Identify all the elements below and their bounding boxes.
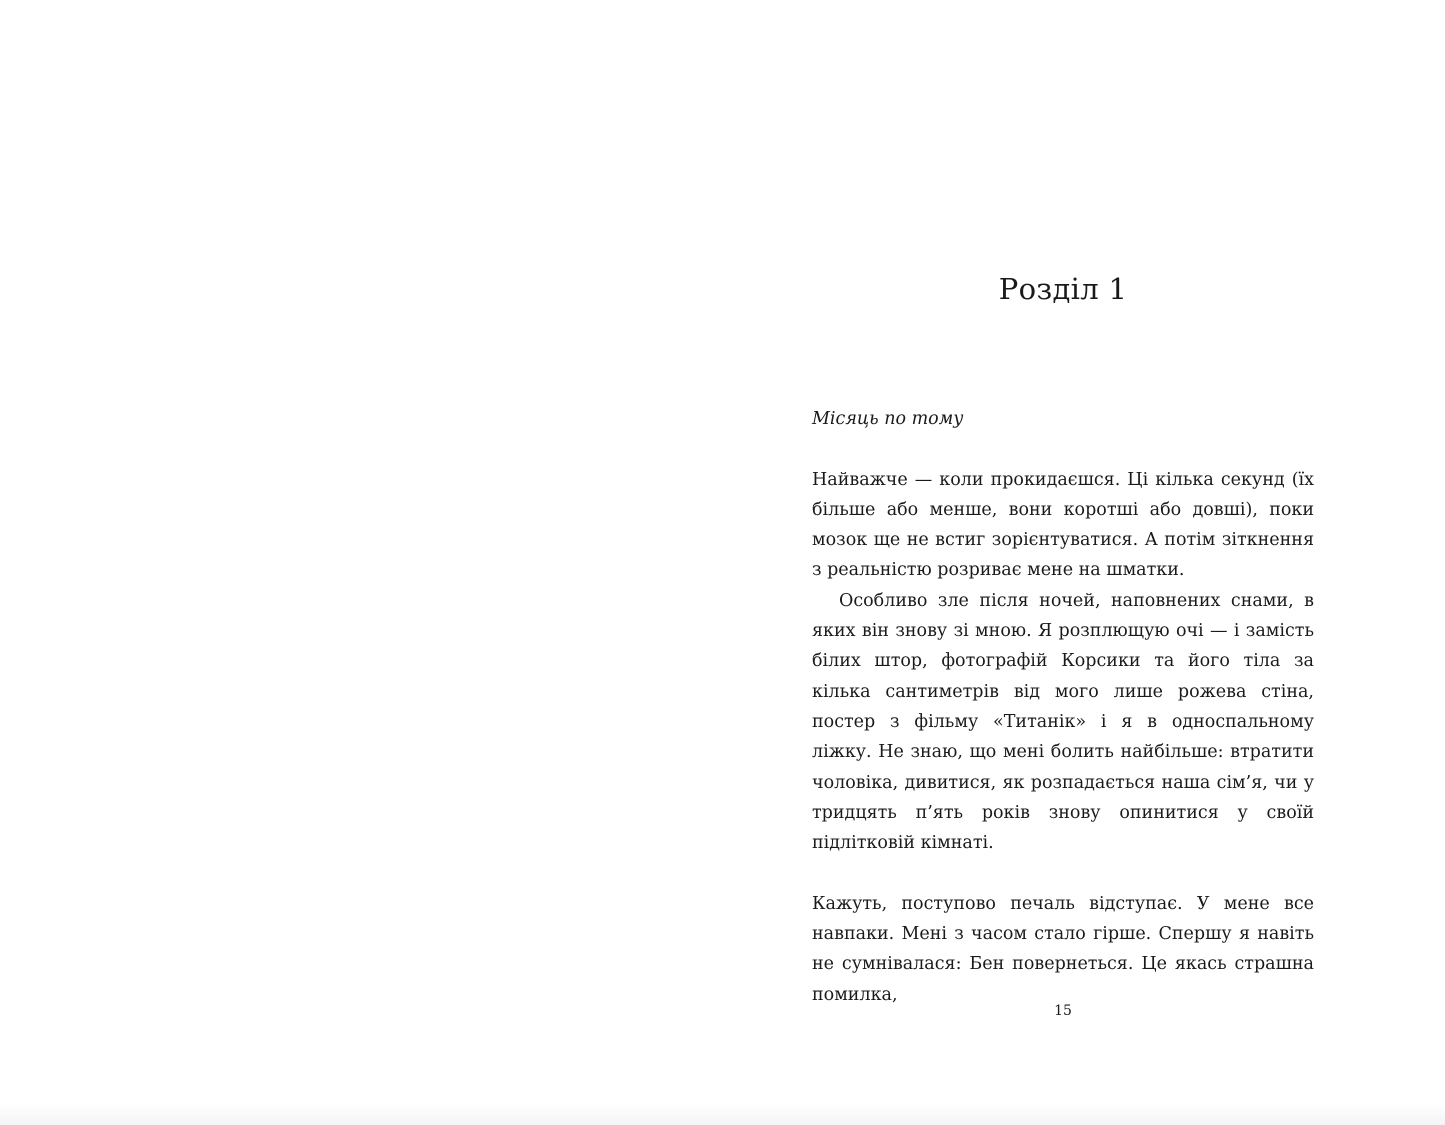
paragraph-2: Особливо зле після ночей, наповнених снами, в яких він знову зі мною. Я розплющую очі — і замість білих штор, фотографій Корсики та його тіла за кілька сантиметрів від мого лише рожева стіна, постер з фільму «Титанік» і я в односпальному ліжку. Не знаю, що мені болить найбільше: втратити чоловіка, дивитися, як розпадається наша сім’я, чи у тридцять п’ять років знову опинитися у своїй підлітковій кімнаті. bbox=[812, 590, 1314, 854]
right-page bbox=[722, 0, 1445, 1125]
page-number: 15 bbox=[1054, 1003, 1072, 1019]
viewer-bottom-edge bbox=[0, 1103, 1445, 1125]
epigraph: Місяць по тому bbox=[812, 409, 964, 429]
body-text bbox=[812, 404, 1314, 1010]
left-page bbox=[0, 0, 722, 1125]
chapter-title: Розділ 1 bbox=[998, 272, 1128, 306]
paragraph-1: Найважче — коли прокидаєшся. Ці кілька секунд (їх більше або менше, вони коротші або довші), поки мозок ще не встиг зорієнтуватися. А потім зіткнення з реальністю розриває мене на шматки. bbox=[812, 469, 1314, 581]
paragraph-3: Кажуть, поступово печаль відступає. У мене все навпаки. Мені з часом стало гірше. Спершу я навіть не сумнівалася: Бен повернеться. Це якась страшна помилка, bbox=[812, 893, 1314, 1005]
